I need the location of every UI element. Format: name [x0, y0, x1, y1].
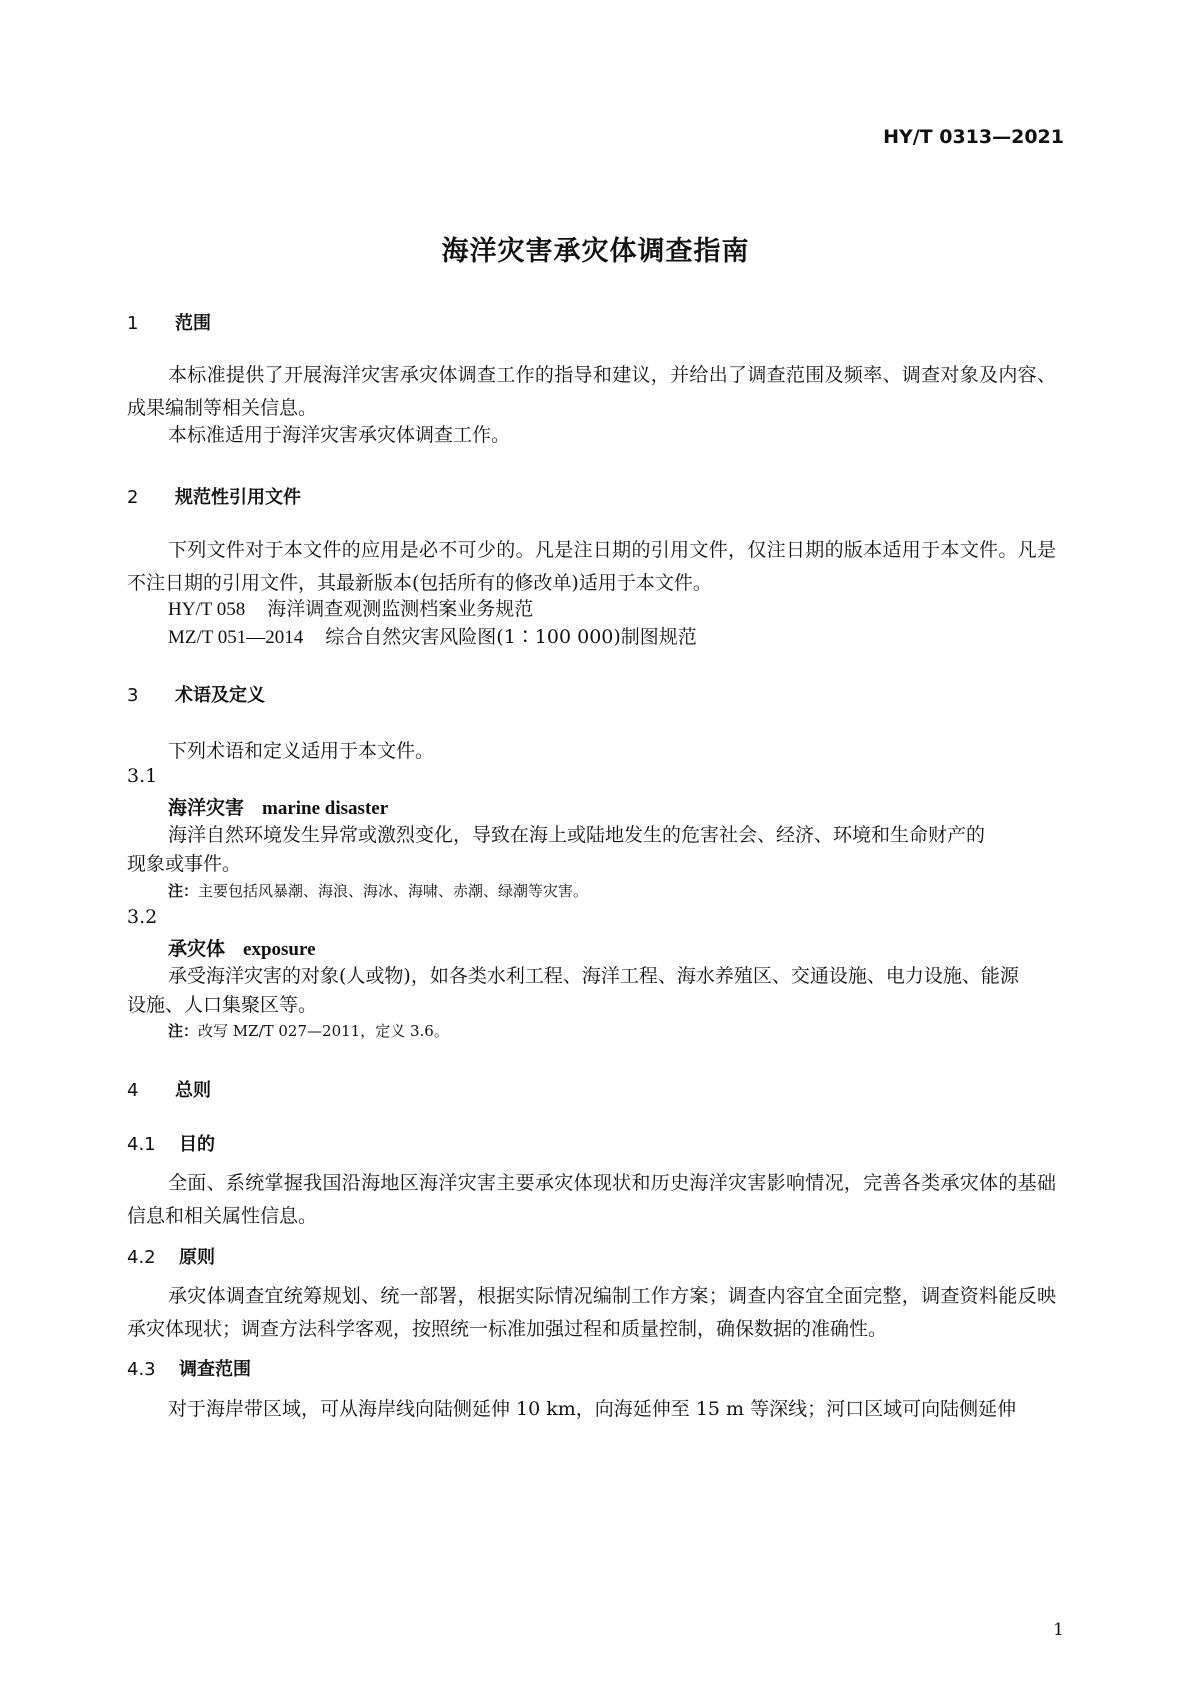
- document-title: 海洋灾害承灾体调查指南: [441, 236, 750, 267]
- subsection-number: 4.2: [127, 1247, 156, 1268]
- page-number: 1: [1053, 1620, 1064, 1640]
- subsection-4-2-paragraph: 承灾体调查宜统筹规划、统一部署，根据实际情况编制工作方案；调查内容宜全面完整，调查资料能反映承灾体现状；调查方法科学客观，按照统一标准加强过程和质量控制，确保数据的准确性。: [127, 1285, 1056, 1340]
- note-label: 注：: [168, 1022, 199, 1040]
- term-entry: [168, 934, 316, 961]
- section-number: 3: [127, 685, 139, 706]
- term-english: exposure: [243, 939, 316, 960]
- reference-code: HY/T 058: [168, 599, 246, 620]
- section-3-intro: 下列术语和定义适用于本文件。: [168, 740, 435, 762]
- reference-title: 综合自然灾害风险图(1∶100 000)制图规范: [325, 626, 697, 648]
- term-entry: [168, 793, 388, 820]
- term-note: [168, 880, 588, 901]
- note-label: 注：: [168, 882, 199, 900]
- subsection-4-1-paragraph: 全面、系统掌握我国沿海地区海洋灾害主要承灾体现状和历史海洋灾害影响情况，完善各类承灾体的基础信息和相关属性信息。: [127, 1172, 1056, 1227]
- subsection-title: 原则: [179, 1247, 215, 1268]
- term-english: marine disaster: [262, 798, 389, 819]
- subsection-4-2-heading: [127, 1243, 215, 1269]
- term-chinese: 海洋灾害: [168, 797, 245, 819]
- subsection-4-1-heading: [127, 1130, 215, 1156]
- section-title: 范围: [175, 313, 211, 334]
- subsection-title: 目的: [179, 1134, 215, 1155]
- term-chinese: 承灾体: [168, 938, 226, 960]
- term-definition-line-1: 海洋自然环境发生异常或激烈变化，导致在海上或陆地发生的危害社会、经济、环境和生命财产的: [168, 824, 986, 846]
- section-2-heading: [127, 483, 301, 509]
- section-number: 2: [127, 487, 139, 508]
- reference-code: MZ/T 051—2014: [168, 627, 304, 648]
- note-text: 改写 MZ/T 027—2011，定义 3.6。: [198, 1022, 449, 1040]
- term-note: [168, 1020, 449, 1041]
- subsection-number: 4.1: [127, 1134, 156, 1155]
- section-number: 1: [127, 313, 139, 334]
- term-definition-line-2: 设施、人口集聚区等。: [127, 994, 318, 1016]
- subsection-number: 4.3: [127, 1359, 156, 1380]
- normative-reference-1: [168, 594, 533, 621]
- term-definition-line-1: 承受海洋灾害的对象(人或物)，如各类水利工程、海洋工程、海水养殖区、交通设施、电力设施、能源: [168, 965, 1019, 987]
- section-1-paragraph-2: 本标准适用于海洋灾害承灾体调查工作。: [168, 424, 511, 446]
- section-2-paragraph-1: 下列文件对于本文件的应用是必不可少的。凡是注日期的引用文件，仅注日期的版本适用于本文件。凡是不注日期的引用文件，其最新版本(包括所有的修改单)适用于本文件。: [127, 539, 1056, 594]
- section-title: 总则: [175, 1080, 211, 1101]
- section-1-heading: [127, 309, 211, 335]
- section-title: 术语及定义: [175, 685, 265, 706]
- term-number: 3.2: [127, 906, 158, 928]
- section-1-paragraph-1: 本标准提供了开展海洋灾害承灾体调查工作的指导和建议，并给出了调查范围及频率、调查对象及内容、成果编制等相关信息。: [127, 364, 1056, 419]
- term-definition-line-2: 现象或事件。: [127, 853, 242, 875]
- document-code: HY/T 0313—2021: [883, 126, 1064, 148]
- normative-reference-2: [168, 622, 697, 649]
- section-4-heading: [127, 1076, 211, 1102]
- subsection-4-3-paragraph: 对于海岸带区域，可从海岸线向陆侧延伸 10 km，向海延伸至 15 m 等深线；河口区域可向陆侧延伸: [168, 1398, 1017, 1420]
- subsection-4-3-heading: [127, 1355, 251, 1381]
- section-title: 规范性引用文件: [175, 487, 301, 508]
- section-number: 4: [127, 1080, 139, 1101]
- reference-title: 海洋调查观测监测档案业务规范: [267, 598, 534, 620]
- section-3-heading: [127, 681, 265, 707]
- term-number: 3.1: [127, 765, 158, 787]
- note-text: 主要包括风暴潮、海浪、海冰、海啸、赤潮、绿潮等灾害。: [198, 882, 589, 900]
- subsection-title: 调查范围: [179, 1359, 251, 1380]
